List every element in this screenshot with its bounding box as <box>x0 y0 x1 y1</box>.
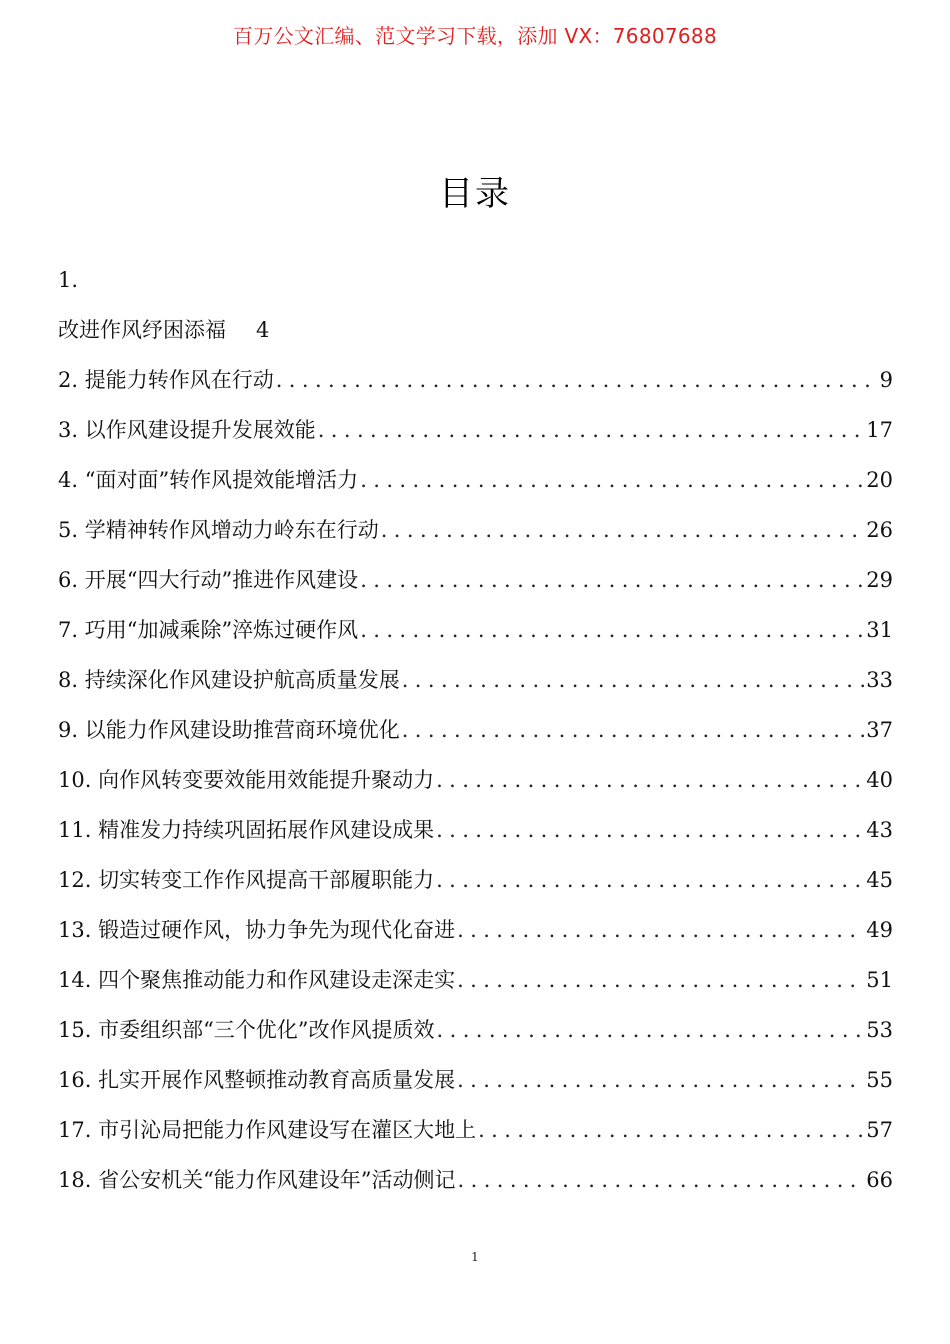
toc-entry-page: 29 <box>866 568 893 592</box>
toc-entry-title: 7. 巧用“加减乘除”淬炼过硬作风 <box>58 618 359 642</box>
toc-entry-title: 18. 省公安机关“能力作风建设年”活动侧记 <box>58 1168 456 1192</box>
dot-leader <box>457 905 864 955</box>
toc-entry-title: 12. 切实转变工作作风提高干部履职能力 <box>58 868 435 892</box>
toc-entry-page: 40 <box>866 768 893 792</box>
dot-leader <box>381 505 865 555</box>
toc-entry-page: 9 <box>879 368 893 392</box>
dot-leader <box>276 355 878 405</box>
toc-entry[interactable] <box>58 405 893 455</box>
dot-leader <box>436 805 864 855</box>
dot-leader <box>360 455 864 505</box>
toc-entry-title: 8. 持续深化作风建设护航高质量发展 <box>58 668 400 692</box>
dot-leader <box>318 405 865 455</box>
toc-entry-title: 17. 市引沁局把能力作风建设写在灌区大地上 <box>58 1118 477 1142</box>
toc-entry-page: 45 <box>866 868 893 892</box>
toc-entry-title: 6. 开展“四大行动”推进作风建设 <box>58 568 359 592</box>
watermark-banner: 百万公文汇编、范文学习下载，添加 VX：76807688 <box>233 24 717 48</box>
toc-entry[interactable] <box>58 505 893 555</box>
toc-entry[interactable] <box>58 855 893 905</box>
dot-leader <box>478 1105 864 1155</box>
toc-entry[interactable] <box>58 955 893 1005</box>
toc-entry[interactable] <box>58 605 893 655</box>
toc-entry-page: 55 <box>866 1068 893 1092</box>
toc-entry-page: 43 <box>866 818 893 842</box>
page-number: 1 <box>471 1250 479 1264</box>
dot-leader <box>457 955 864 1005</box>
toc-entry-page: 49 <box>866 918 893 942</box>
dot-leader <box>402 655 865 705</box>
toc-entry-title: 13. 锻造过硬作风，协力争先为现代化奋进 <box>58 918 456 942</box>
toc-entry[interactable] <box>58 805 893 855</box>
toc-entry-page: 4 <box>256 318 270 342</box>
toc-entry[interactable] <box>58 1005 893 1055</box>
toc-entry[interactable] <box>58 455 893 505</box>
toc-entry-title: 16. 扎实开展作风整顿推动教育高质量发展 <box>58 1068 456 1092</box>
toc-entry-title: 11. 精准发力持续巩固拓展作风建设成果 <box>58 818 435 842</box>
toc-entry[interactable] <box>58 905 893 955</box>
dot-leader <box>457 1055 864 1105</box>
toc-entry-title: 9. 以能力作风建设助推营商环境优化 <box>58 718 400 742</box>
toc-entry-title: 10. 向作风转变要效能用效能提升聚动力 <box>58 768 435 792</box>
toc-entry-1[interactable] <box>58 305 893 355</box>
toc-entry[interactable] <box>58 755 893 805</box>
toc-entry-page: 20 <box>866 468 893 492</box>
dot-leader <box>437 1005 865 1055</box>
table-of-contents <box>58 255 893 1205</box>
toc-entry[interactable] <box>58 705 893 755</box>
toc-entry-title: 3. 以作风建设提升发展效能 <box>58 418 316 442</box>
dot-leader <box>436 755 864 805</box>
toc-entry-title: 2. 提能力转作风在行动 <box>58 368 274 392</box>
dot-leader <box>402 705 865 755</box>
toc-title: 目录 <box>439 174 511 214</box>
toc-entry-page: 57 <box>866 1118 893 1142</box>
toc-entry[interactable] <box>58 655 893 705</box>
dot-leader <box>360 605 864 655</box>
toc-entry[interactable] <box>58 355 893 405</box>
toc-entry-page: 26 <box>866 518 893 542</box>
toc-entry-1-number: 1. <box>58 268 79 292</box>
toc-entry-page: 31 <box>866 618 893 642</box>
toc-entry[interactable] <box>58 1055 893 1105</box>
dot-leader <box>458 1155 865 1205</box>
toc-entry-title: 14. 四个聚焦推动能力和作风建设走深走实 <box>58 968 456 992</box>
toc-entry-page: 53 <box>866 1018 893 1042</box>
toc-entry[interactable] <box>58 1105 893 1155</box>
dot-leader <box>360 555 864 605</box>
toc-entry-page: 17 <box>866 418 893 442</box>
toc-entry-page: 33 <box>866 668 893 692</box>
toc-entry-title: 15. 市委组织部“三个优化”改作风提质效 <box>58 1018 435 1042</box>
dot-leader <box>436 855 864 905</box>
toc-entry-page: 51 <box>866 968 893 992</box>
toc-entry-title: 4. “面对面”转作风提效能增活力 <box>58 468 359 492</box>
toc-entry-page: 37 <box>866 718 893 742</box>
toc-entry[interactable] <box>58 555 893 605</box>
toc-entry-page: 66 <box>866 1168 893 1192</box>
toc-entry-title: 5. 学精神转作风增动力岭东在行动 <box>58 518 379 542</box>
toc-entry[interactable] <box>58 1155 893 1205</box>
toc-entry-title: 改进作风纾困添福 <box>58 318 226 342</box>
